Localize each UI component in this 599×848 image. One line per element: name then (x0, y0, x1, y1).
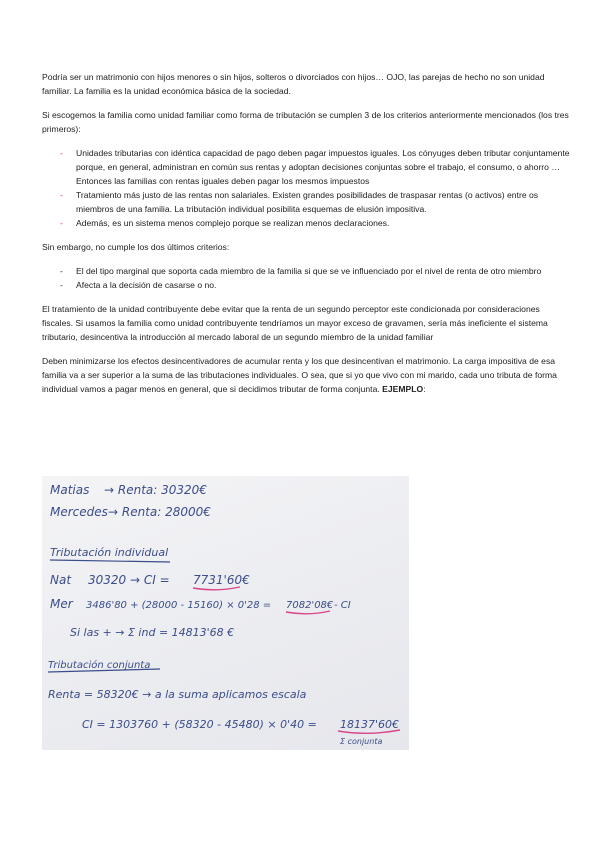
underline-mer-result (286, 611, 330, 614)
dash-icon: - (60, 280, 63, 290)
hw-mer-tail: - CI (334, 600, 351, 611)
hw-nat-result: 7731'60€ (193, 573, 250, 587)
hw-nat-value: 30320 → CI = (88, 573, 170, 587)
hw-ci-note: Σ conjunta (340, 737, 383, 746)
hw-mer-calc: 3486'80 + (28000 - 15160) × 0'28 = (86, 600, 272, 611)
list-item (42, 146, 572, 188)
hw-mer-label: Mer (50, 597, 73, 611)
list-item (42, 216, 572, 230)
dash-icon: - (60, 266, 63, 276)
hw-ci-calc: CI = 1303760 + (58320 - 45480) × 0'40 = (82, 718, 317, 731)
hw-nat-label: Nat (50, 573, 72, 587)
criteria-intro-paragraph: Si escogemos la familia como unidad familiar como forma de tributación se cumplen 3 de los criterios anteriormente mencionados (los tres primeros): (42, 110, 569, 134)
hw-renta-matias: → Renta: 30320€ (104, 483, 207, 497)
treatment-paragraph: El tratamiento de la unidad contribuyente debe evitar que la renta de un segundo perceptor este condicionada por consideraciones fiscales. Si usamos la familia como unidad contribuyente tendríamos un mayor exceso de gravamen, sería más ineficiente el sistema tributario, desincentiva la introducción al mercado laboral de un segundo miembro de la unidad familiar (42, 304, 548, 342)
list-item-text: Además, es un sistema menos complejo porque se realizan menos declaraciones. (76, 218, 390, 228)
example-label: EJEMPLO (382, 384, 424, 394)
hw-name-matias: Matias (50, 483, 90, 497)
hw-ci-result: 18137'60€ (340, 718, 400, 731)
list-item-text: Afecta a la decisión de casarse o no. (76, 280, 217, 290)
red-dash-icon: - (60, 218, 63, 228)
hw-name-mercedes: Mercedes (50, 505, 108, 519)
hw-heading-individual: Tributación individual (50, 546, 169, 559)
not-met-list (42, 264, 572, 292)
criteria-list (42, 146, 572, 230)
underline-individual (50, 560, 170, 562)
minimize-paragraph (42, 354, 572, 396)
list-item-text: Unidades tributarias con idéntica capacidad de pago deben pagar impuestos iguales. Los cónyuges deben tributar conjuntamente porque, en general, administran en común sus rentas y adoptan decisiones conjuntas sobre el trabajo, el consumo, o ahorro … Entonces las familias con rentas iguales deben pagar los mesmos impuestos (76, 148, 570, 186)
list-item (42, 188, 572, 216)
hw-mer-result: 7082'08€ (286, 600, 334, 611)
hw-heading-conjunta: Tributación conjunta (48, 660, 151, 671)
list-item-text: Tratamiento más justo de las rentas non salariales. Existen grandes posibilidades de traspasar rentas (o activos) entre os miembros de una familia. La tributación individual posibilita esquemas de elusión impositiva. (76, 190, 539, 214)
document-body (42, 70, 572, 406)
hw-sum-line: Si las + → Σ ind = 14813'68 € (70, 626, 235, 639)
however-paragraph: Sin embargo, no cumple los dos últimos criterios: (42, 242, 230, 252)
list-item (42, 278, 572, 292)
intro-paragraph: Podría ser un matrimonio con hijos menores o sin hijos, solteros o divorciados con hijos… OJO, las parejas de hecho no son unidad familiar. La familia es la unidad económica básica de la sociedad. (42, 72, 545, 96)
hw-renta-line: Renta = 58320€ → a la suma aplicamos escala (48, 688, 307, 701)
list-item-text: El del tipo marginal que soporta cada miembro de la familia si que se ve influenciado por el nivel de renta de otro miembro (76, 266, 542, 276)
example-colon: : (423, 384, 426, 394)
minimize-text: Deben minimizarse los efectos desincentivadores de acumular renta y los que desincentivan el matrimonio. La carga impositiva de esa familia va a ser superior a la suma de las tributaciones individuales. O sea, que si yo que vivo con mi marido, cada uno tributa de forma individual vamos a pagar menos en general, que si decidimos tributar de forma conjunta. (42, 356, 557, 394)
hw-renta-mercedes: → Renta: 28000€ (108, 505, 211, 519)
red-dash-icon: - (60, 148, 63, 158)
list-item (42, 264, 572, 278)
underline-nat-result (193, 587, 240, 590)
handwritten-example-photo (42, 476, 409, 750)
red-dash-icon: - (60, 190, 63, 200)
